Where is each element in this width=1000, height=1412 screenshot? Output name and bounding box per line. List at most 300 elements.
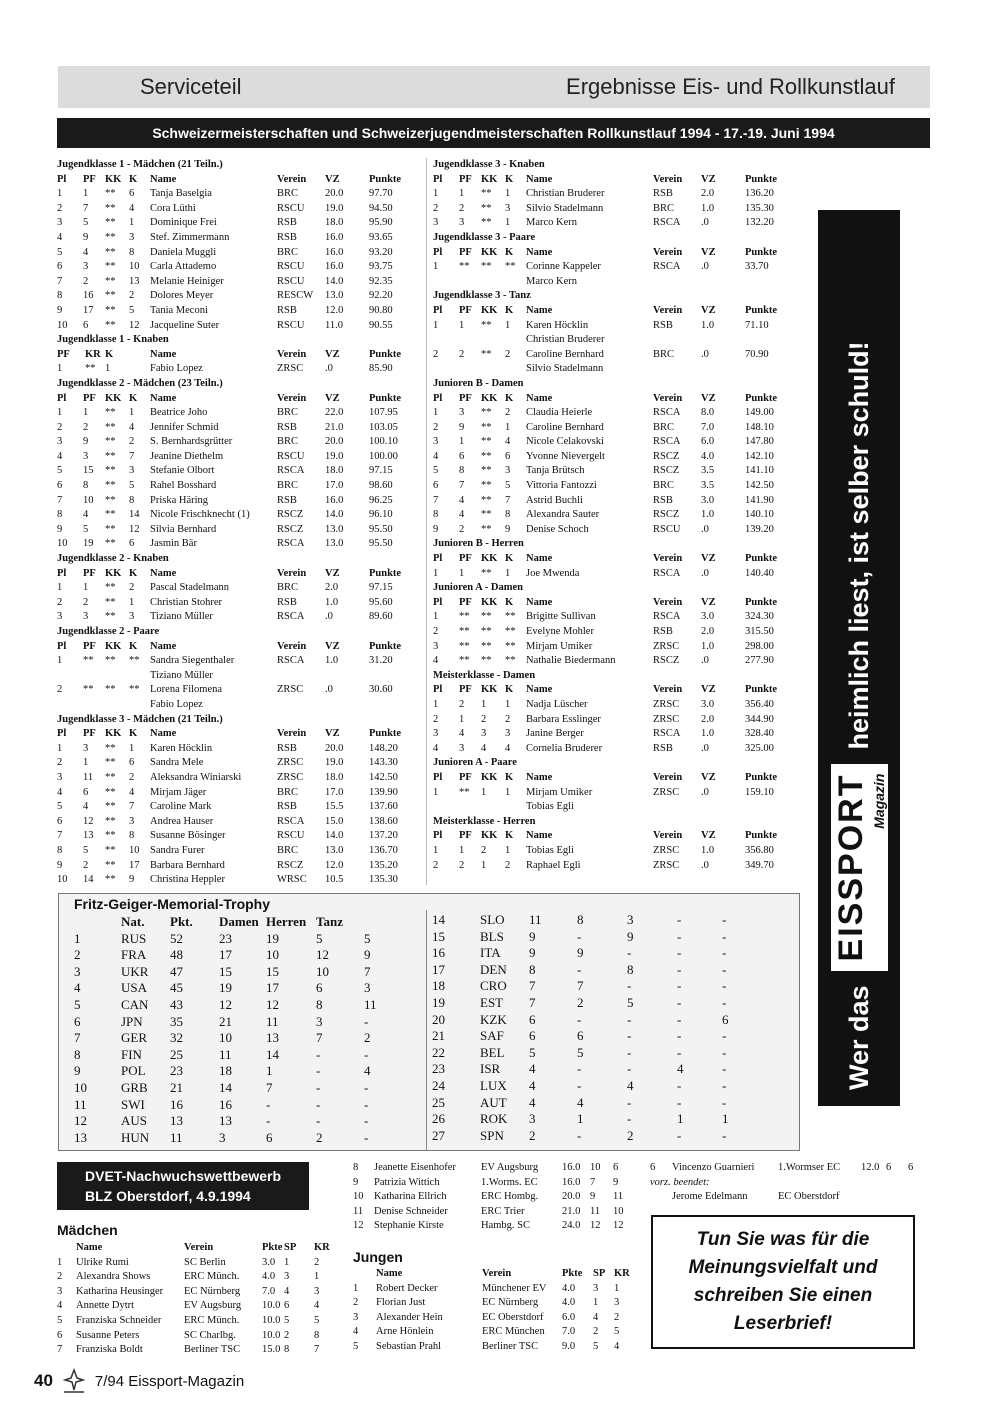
table-row — [57, 610, 425, 625]
table-cell: 4 — [83, 246, 89, 258]
table-cell: Punkte — [745, 304, 778, 316]
table-cell: Nicole Frischknecht (1) — [150, 509, 250, 521]
table-cell: 1 — [577, 1111, 584, 1127]
table-cell: 16 — [83, 290, 94, 302]
table-cell: EC Oberstdorf — [778, 1191, 840, 1203]
table-cell: 5 — [529, 1044, 536, 1060]
table-cell: KK — [105, 392, 122, 404]
table-cell: 1 — [505, 188, 511, 200]
header-cell: Pkt. — [170, 914, 193, 929]
table-cell: 2 — [593, 1326, 599, 1338]
table-cell: - — [577, 928, 582, 944]
table-cell: Name — [526, 596, 553, 608]
table-cell: 3 — [529, 1111, 536, 1127]
table-row — [433, 786, 813, 801]
table-cell: 22.0 — [325, 407, 344, 419]
table-cell: - — [316, 1079, 321, 1095]
table-cell: 2 — [74, 947, 81, 963]
table-cell: 5 — [57, 801, 63, 813]
table-cell: 25 — [432, 1094, 445, 1110]
table-cell: 3 — [614, 1297, 620, 1309]
table-cell: 5 — [83, 217, 89, 229]
table-cell: Robert Decker — [376, 1282, 438, 1294]
section-heading — [433, 231, 813, 246]
table-cell: RSCZ — [653, 465, 680, 477]
table-cell: 14 — [83, 874, 94, 886]
table-row — [57, 494, 425, 509]
table-cell: 7 — [316, 1030, 323, 1046]
table-cell: Punkte — [369, 348, 402, 360]
table-cell: Pascal Stadelmann — [150, 582, 230, 594]
table-cell: Christian Stohrer — [150, 596, 223, 608]
table-row — [57, 873, 425, 888]
table-cell: - — [364, 1079, 369, 1095]
table-cell: 3 — [57, 611, 63, 623]
table-cell: PF — [83, 567, 96, 579]
table-cell: ** — [105, 304, 116, 316]
table-cell: 135.30 — [369, 874, 398, 886]
table-cell: 136.20 — [745, 188, 774, 200]
table-row — [57, 479, 425, 494]
table-cell: .0 — [701, 348, 709, 360]
table-cell: 1.0 — [701, 319, 715, 331]
table-cell: Berliner TSC — [184, 1344, 241, 1356]
table-cell: Name — [150, 392, 177, 404]
table-row — [432, 1128, 792, 1145]
table-cell: ** — [505, 640, 516, 652]
table-cell: 1 — [83, 757, 89, 769]
table-cell: 3.0 — [701, 611, 715, 623]
table-cell: - — [266, 1096, 271, 1112]
table-cell: 12 — [129, 523, 140, 535]
table-row — [57, 844, 425, 859]
table-cell: S. Bernhardsgrütter — [150, 436, 233, 448]
table-cell: ** — [481, 465, 492, 477]
table-cell: BRC — [277, 844, 299, 856]
table-cell: 4 — [364, 1063, 371, 1079]
table-cell: 12 — [590, 1220, 601, 1232]
table-cell: 15.0 — [262, 1344, 281, 1356]
table-row — [74, 1080, 424, 1097]
table-header — [57, 348, 425, 363]
table-cell: 1.Wormser EC — [778, 1162, 841, 1173]
table-cell: 14 — [219, 1079, 232, 1095]
table-cell: - — [316, 1096, 321, 1112]
table-cell: K — [505, 392, 514, 404]
table-cell: .0 — [701, 261, 709, 273]
table-header — [433, 246, 813, 261]
table-cell: 9 — [129, 874, 135, 886]
table-cell: 7 — [57, 1344, 63, 1356]
table-cell: ** — [129, 655, 140, 667]
table-cell: 3 — [57, 1285, 63, 1297]
table-row — [433, 800, 813, 815]
table-cell: 11 — [590, 1205, 601, 1217]
table-cell: 4 — [433, 450, 439, 462]
table-cell: 1 — [433, 407, 439, 419]
table-cell: RUS — [121, 930, 147, 946]
table-cell: - — [627, 945, 632, 961]
table-row — [57, 319, 425, 334]
table-cell: 33.70 — [745, 261, 769, 273]
table-cell: - — [577, 1011, 582, 1027]
table-cell: KK — [481, 553, 498, 565]
table-cell: 30.60 — [369, 684, 393, 696]
table-cell: 4 — [314, 1300, 320, 1312]
table-cell: 7 — [83, 202, 89, 214]
table-cell: Nicole Celakovski — [526, 436, 604, 448]
table-cell: 3 — [459, 742, 465, 754]
table-cell: Punkte — [745, 392, 778, 404]
table-cell: 10 — [129, 844, 140, 856]
header-cell: Tanz — [316, 914, 343, 929]
table-cell: 5 — [83, 523, 89, 535]
table-cell: 2.0 — [701, 626, 715, 637]
table-cell: Berliner TSC — [482, 1340, 539, 1352]
table-cell: Stephanie Kirste — [374, 1220, 444, 1232]
table-cell: 3 — [129, 231, 135, 243]
table-row — [432, 1111, 792, 1128]
table-cell: BRC — [277, 407, 299, 419]
table-cell: 7 — [57, 830, 63, 842]
table-cell: PF — [459, 246, 472, 258]
table-cell: RSB — [277, 742, 297, 754]
table-row — [74, 1063, 424, 1080]
table-cell: Brigitte Sullivan — [526, 611, 596, 623]
table-cell: ERC Hombg. — [481, 1191, 539, 1203]
table-cell: 35 — [170, 1013, 183, 1029]
letter-callout-text: Tun Sie was für die Meinungsvielfalt und schreiben Sie einen Leserbrief! — [688, 1229, 878, 1334]
table-cell: ISR — [480, 1061, 501, 1077]
table-cell: PF — [459, 596, 472, 608]
table-cell: 2 — [83, 596, 89, 608]
table-cell: ** — [105, 480, 116, 492]
table-cell: 1.0 — [701, 844, 715, 856]
table-cell: 21 — [170, 1079, 183, 1095]
table-cell: Priska Häring — [150, 494, 209, 506]
table-cell: 1 — [481, 698, 487, 710]
table-cell: - — [677, 928, 682, 944]
table-cell: Marco Kern — [526, 217, 578, 229]
table-cell: 7 — [433, 494, 439, 506]
table-cell: Cornelia Bruderer — [526, 742, 603, 754]
table-cell: Name — [526, 684, 553, 696]
table-cell: JPN — [121, 1013, 143, 1029]
table-cell: 356.80 — [745, 844, 774, 856]
table-cell: 3 — [433, 436, 439, 448]
table-cell: 2 — [129, 771, 135, 783]
table-cell: 4 — [57, 1300, 63, 1312]
table-cell: WRSC — [277, 874, 307, 886]
table-cell: 97.70 — [369, 188, 393, 200]
table-cell: 2 — [57, 1271, 63, 1283]
table-cell: 6 — [57, 1329, 63, 1341]
table-cell: ** — [481, 640, 492, 652]
table-cell: ZRSC — [653, 640, 680, 652]
table-cell: 13 — [266, 1030, 279, 1046]
table-row — [433, 610, 813, 625]
table-cell: ** — [105, 742, 116, 754]
table-cell: 52 — [170, 930, 183, 946]
table-cell: - — [722, 928, 727, 944]
table-cell: 19 — [266, 930, 279, 946]
table-cell: 8 — [74, 1046, 81, 1062]
table-cell: ** — [459, 640, 470, 652]
table-cell: 7 — [57, 494, 63, 506]
dvet-title: DVET-Nachwuchswettbewerb — [85, 1168, 282, 1184]
table-cell: 8 — [577, 912, 584, 927]
table-cell: 1 — [459, 188, 465, 200]
table-cell: Dolores Meyer — [150, 290, 214, 302]
table-cell: 19.0 — [325, 202, 344, 214]
table-cell: 8 — [353, 1162, 359, 1173]
table-cell: 2 — [433, 202, 439, 214]
table-cell: 6 — [57, 815, 63, 827]
table-cell: 5 — [129, 480, 135, 492]
table-cell: 14 — [129, 509, 140, 521]
table-cell: - — [677, 961, 682, 977]
table-cell: Vittoria Fantozzi — [526, 480, 597, 492]
table-cell: Punkte — [745, 684, 778, 696]
table-cell: 12 — [74, 1113, 87, 1129]
table-row — [433, 348, 813, 363]
table-header — [433, 829, 813, 844]
table-cell: Rahel Bosshard — [150, 480, 217, 492]
table-header — [433, 392, 813, 407]
table-cell: ** — [105, 465, 116, 477]
table-cell: 1 — [129, 217, 135, 229]
table-cell: 1 — [433, 188, 439, 200]
table-row — [57, 596, 425, 611]
table-cell: Annette Dytrt — [76, 1300, 135, 1312]
table-cell: RSCA — [277, 815, 305, 827]
table-cell: 4 — [433, 655, 439, 667]
table-cell: 132.20 — [745, 217, 774, 229]
header-cell: SP — [284, 1242, 297, 1253]
table-cell: 1.0 — [325, 655, 339, 667]
table-cell: 3 — [83, 742, 89, 754]
table-cell: KR — [85, 348, 101, 360]
table-cell: 93.75 — [369, 261, 393, 273]
table-cell: 10 — [613, 1205, 624, 1217]
table-row — [433, 713, 813, 728]
logo-sub: Magazin — [870, 773, 887, 829]
table-cell: 92.20 — [369, 290, 393, 302]
table-cell: ** — [105, 684, 116, 696]
table-cell: 4 — [593, 1311, 599, 1323]
table-cell: 3 — [459, 407, 465, 419]
table-cell: ** — [481, 567, 492, 579]
table-cell: 19 — [219, 980, 232, 996]
table-cell: 15 — [266, 963, 279, 979]
table-cell: 7 — [129, 450, 135, 462]
table-cell: Tiziano Müller — [150, 669, 213, 681]
table-cell: PF — [459, 553, 472, 565]
table-cell: Franziska Boldt — [76, 1344, 143, 1356]
table-cell: 3 — [433, 728, 439, 740]
header-cell: SP — [593, 1268, 606, 1279]
table-cell: .0 — [701, 567, 709, 579]
table-row — [57, 464, 425, 479]
table-cell: 8 — [57, 290, 63, 302]
table-row — [433, 421, 813, 436]
table-cell: ZRSC — [653, 859, 680, 871]
table-cell: 3 — [433, 640, 439, 652]
table-cell: RSCA — [653, 728, 681, 740]
table-row — [74, 1130, 424, 1147]
table-header — [433, 771, 813, 786]
table-cell: - — [677, 945, 682, 961]
table-cell: 2 — [459, 523, 465, 535]
table-cell: 4.0 — [562, 1297, 576, 1309]
table-cell: 2 — [57, 684, 63, 696]
table-cell: 4 — [57, 786, 63, 798]
table-cell: 11.0 — [325, 319, 343, 331]
table-cell: BRC — [653, 421, 675, 433]
table-cell: 18.0 — [325, 217, 344, 229]
table-cell: 159.10 — [745, 786, 774, 798]
section-heading-text: Jugendklasse 3 - Knaben — [433, 159, 545, 170]
table-cell: - — [722, 912, 727, 927]
table-cell: ROK — [480, 1111, 508, 1127]
table-cell: 16.0 — [325, 261, 344, 273]
table-cell: 13.0 — [325, 844, 344, 856]
table-row — [57, 683, 425, 698]
table-cell: 6.0 — [701, 436, 715, 448]
table-cell: HUN — [121, 1129, 150, 1145]
table-cell: 4 — [83, 801, 89, 813]
table-cell: 47 — [170, 963, 183, 979]
table-cell: Franziska Schneider — [76, 1314, 162, 1326]
table-cell: 1 — [57, 363, 63, 375]
table-cell: 15 — [219, 963, 232, 979]
table-cell: 93.20 — [369, 246, 393, 258]
table-header — [433, 173, 813, 188]
section-heading-text: Jugendklasse 3 - Mädchen (21 Teiln.) — [57, 713, 223, 725]
table-header — [57, 173, 425, 188]
table-cell: 2 — [529, 1127, 536, 1143]
table-cell: - — [364, 1113, 369, 1129]
section-heading-text: Jugendklasse 2 - Knaben — [57, 553, 169, 565]
header-cell: Verein — [482, 1268, 512, 1279]
table-row — [57, 654, 425, 669]
table-cell: VZ — [701, 173, 716, 185]
table-cell: 90.80 — [369, 304, 393, 316]
header-cell: Name — [376, 1268, 403, 1279]
table-row — [432, 1095, 792, 1112]
section-heading — [433, 537, 813, 552]
table-cell: 95.50 — [369, 523, 393, 535]
table-cell: K — [505, 684, 514, 696]
table-cell: 5 — [284, 1314, 290, 1326]
table-cell: 1 — [433, 261, 439, 273]
table-cell: 277.90 — [745, 655, 774, 667]
table-cell: - — [627, 1094, 632, 1110]
table-row — [57, 450, 425, 465]
table-row — [57, 362, 425, 377]
table-cell: 9 — [74, 1063, 81, 1079]
table-cell: 4.0 — [701, 450, 715, 462]
table-cell: 9 — [57, 523, 63, 535]
table-cell: PF — [459, 830, 472, 842]
table-cell: RSCA — [653, 217, 681, 229]
table-cell: 9 — [505, 523, 511, 535]
section-heading — [433, 158, 813, 173]
table-cell: Jacqueline Suter — [150, 319, 220, 331]
table-cell: 3 — [219, 1129, 226, 1145]
table-cell: Punkte — [369, 640, 402, 652]
table-cell: KK — [481, 771, 498, 783]
table-cell: Name — [150, 728, 177, 740]
table-cell: 13 — [74, 1129, 87, 1145]
table-cell: 16.0 — [562, 1162, 581, 1173]
jungen-title: Jungen — [353, 1249, 403, 1265]
table-cell: ** — [481, 421, 492, 433]
table-cell: 16.0 — [325, 246, 344, 258]
skater-logo-icon — [61, 1368, 87, 1394]
table-cell: 8 — [316, 996, 323, 1012]
table-row — [57, 246, 425, 261]
table-cell: - — [677, 978, 682, 994]
table-cell: 95.50 — [369, 538, 393, 550]
table-cell: 4 — [353, 1326, 359, 1338]
table-cell: - — [677, 1094, 682, 1110]
table-cell: - — [577, 1061, 582, 1077]
table-cell: - — [627, 1111, 632, 1127]
table-cell: 12.0 — [325, 304, 344, 316]
table-cell: 5 — [57, 465, 63, 477]
section-heading-text: Junioren B - Damen — [433, 377, 524, 389]
header-cell: Pkte — [262, 1242, 283, 1253]
table-header — [57, 392, 425, 407]
table-cell: Raphael Egli — [526, 859, 581, 871]
table-cell: 3 — [57, 771, 63, 783]
table-cell: 2 — [353, 1297, 359, 1309]
table-cell: 6.0 — [562, 1311, 576, 1323]
table-cell: 18 — [219, 1063, 232, 1079]
table-cell: 1 — [129, 742, 135, 754]
table-cell: 8.0 — [701, 407, 715, 419]
table-cell: Nathalie Biedermann — [526, 655, 616, 667]
table-cell: 45 — [170, 980, 183, 996]
table-cell: 12.0 — [861, 1162, 880, 1173]
table-cell: ZRSC — [277, 363, 304, 375]
table-cell: SAF — [480, 1028, 504, 1044]
table-cell: 16.0 — [325, 494, 344, 506]
table-row — [57, 406, 425, 421]
table-cell: 10.0 — [262, 1314, 281, 1326]
table-row — [650, 1190, 930, 1205]
table-cell: - — [722, 1077, 727, 1093]
table-cell: 20.0 — [325, 742, 344, 754]
table-cell: 7 — [74, 1030, 81, 1046]
table-cell: - — [364, 1046, 369, 1062]
table-cell: RSB — [653, 319, 673, 331]
table-cell: 10.0 — [262, 1300, 281, 1312]
section-heading — [57, 713, 425, 728]
table-cell: 349.70 — [745, 859, 774, 871]
table-cell: KK — [105, 640, 122, 652]
table-cell: 1 — [614, 1282, 620, 1294]
table-cell: 6 — [83, 319, 89, 331]
table-cell: Verein — [277, 348, 307, 360]
table-cell: 1 — [433, 319, 439, 331]
table-cell: EC Oberstdorf — [482, 1311, 544, 1323]
table-cell: Verein — [277, 728, 307, 740]
table-cell: Denise Schneider — [374, 1205, 448, 1217]
table-header — [57, 640, 425, 655]
table-cell: 1.0 — [701, 509, 715, 521]
